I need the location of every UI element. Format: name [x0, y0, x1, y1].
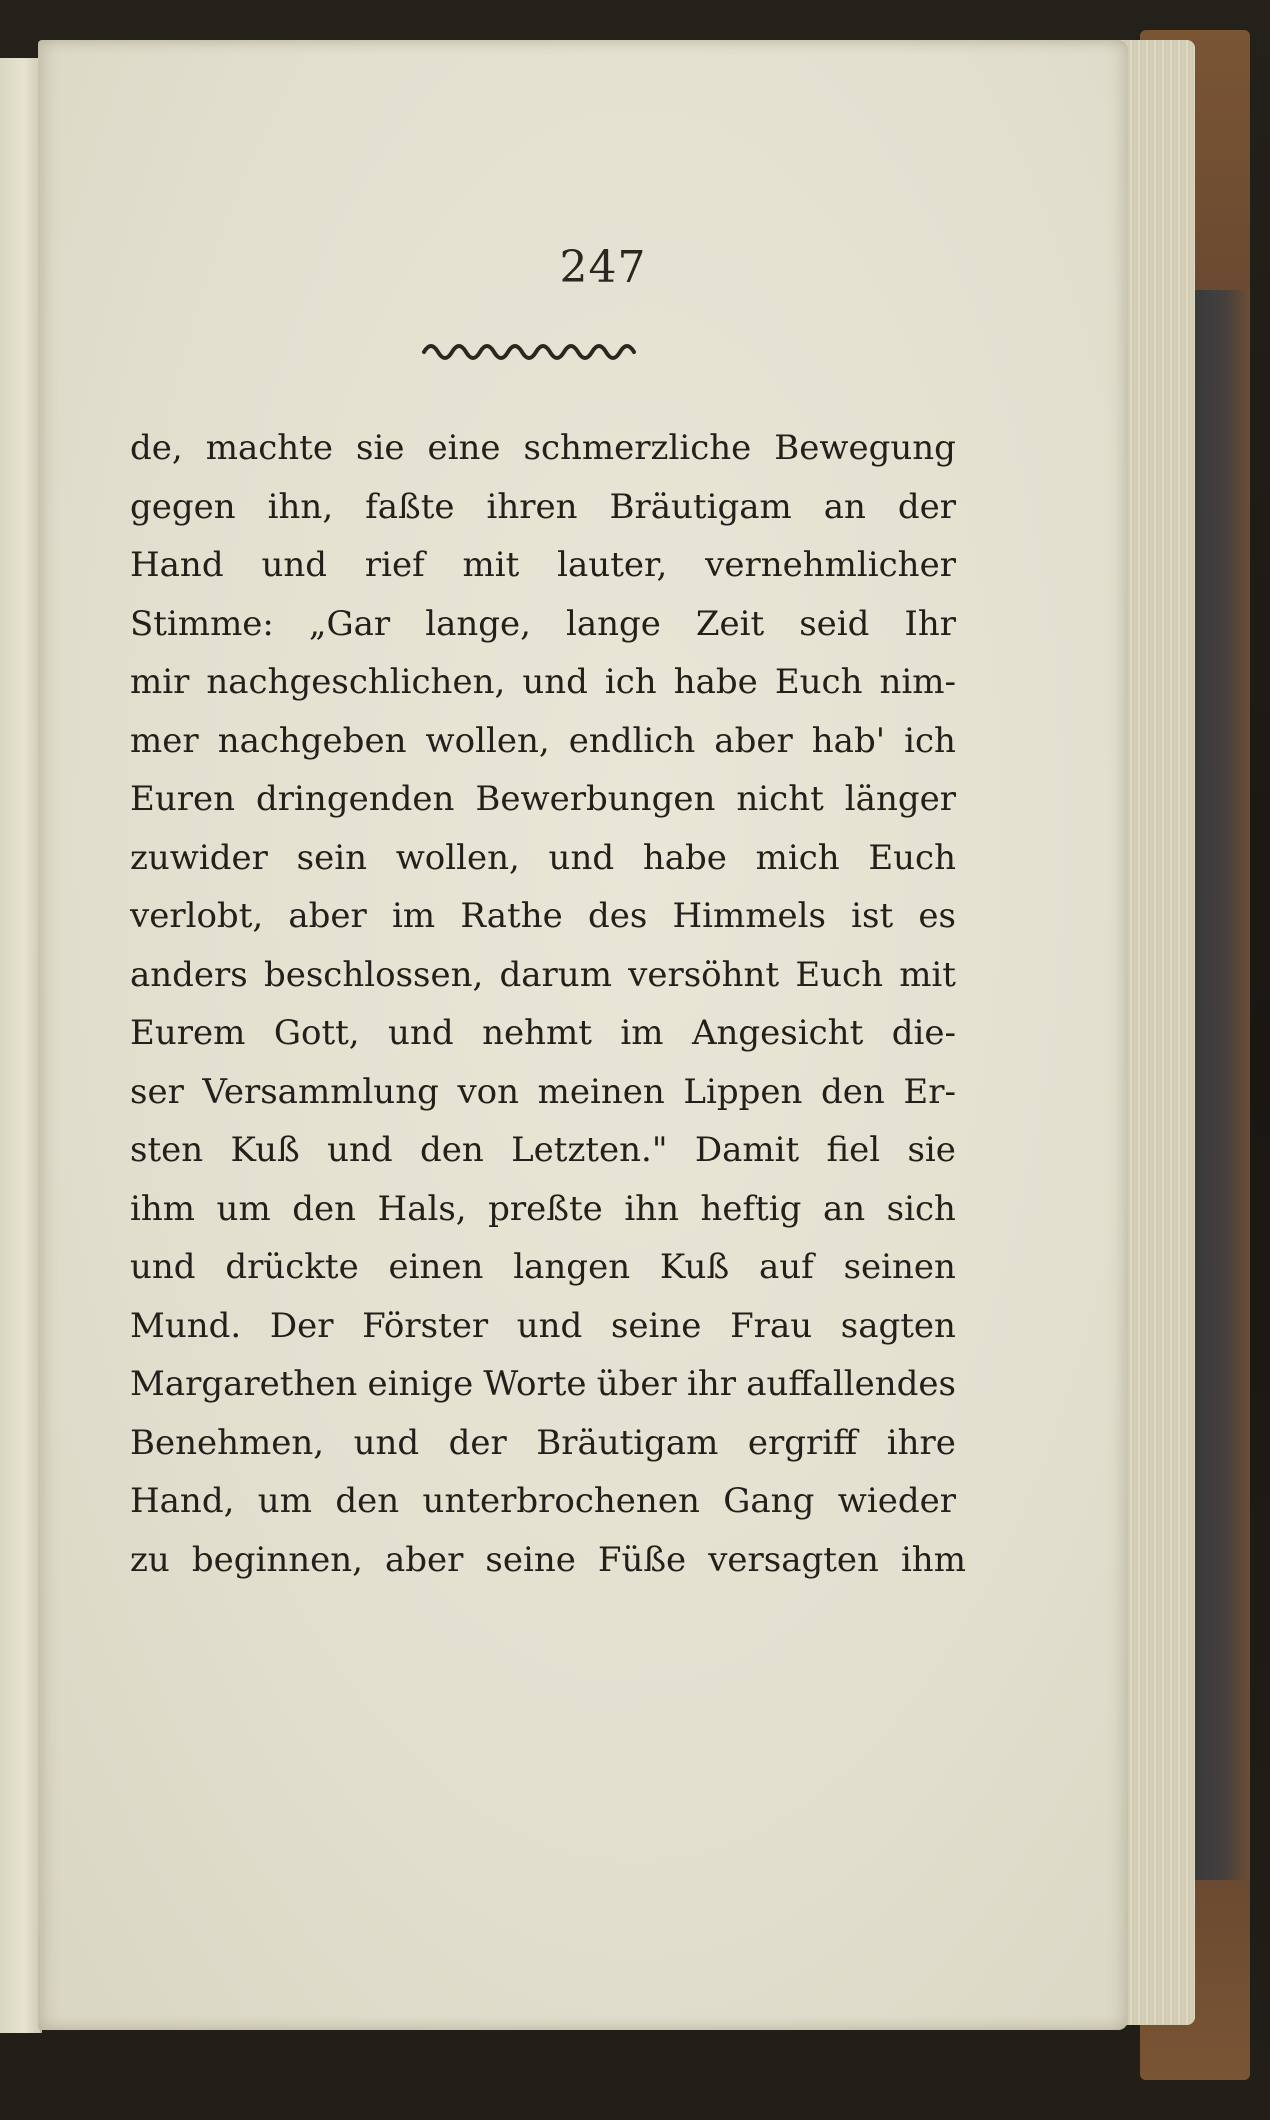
word: mir — [130, 662, 190, 702]
word: lange — [565, 603, 661, 644]
word: drückte — [225, 1247, 359, 1287]
word: Euch — [868, 837, 956, 878]
word: Euch — [774, 662, 863, 702]
word: habe — [673, 662, 758, 702]
word: Gott, — [273, 1013, 360, 1053]
word: Kuß — [659, 1247, 730, 1287]
word: und — [516, 1305, 583, 1346]
word: de, — [130, 428, 183, 468]
word: habe — [642, 837, 727, 878]
word: Benehmen, — [130, 1422, 325, 1463]
word: Bräutigam — [609, 486, 792, 527]
word: Eurem — [130, 1013, 246, 1053]
word: ihm — [130, 1188, 196, 1229]
text-line — [130, 1130, 956, 1189]
word: einen — [388, 1247, 484, 1287]
word: im — [620, 1013, 664, 1053]
word: Damit — [694, 1130, 800, 1170]
text-line — [130, 487, 956, 546]
word: auffallendes — [746, 1364, 956, 1404]
word: Kuß — [230, 1130, 300, 1170]
word: langen — [513, 1247, 631, 1287]
text-line — [130, 545, 956, 604]
word: einige — [367, 1364, 474, 1404]
text-line — [130, 604, 956, 663]
text-line — [130, 779, 956, 838]
word: Worte — [483, 1364, 587, 1404]
word: sagten — [840, 1305, 956, 1346]
word: um — [257, 1481, 312, 1521]
word: und — [261, 545, 327, 585]
word: unterbrochenen — [422, 1481, 700, 1521]
word: Lippen — [683, 1071, 803, 1112]
word: den — [335, 1481, 400, 1521]
text-line — [130, 1013, 956, 1072]
word: schmerzliche — [523, 428, 752, 468]
word: Margarethen — [130, 1364, 358, 1404]
word: Hals, — [377, 1188, 467, 1229]
text-line — [130, 428, 956, 487]
word: Zeit — [695, 603, 765, 644]
word: wollen, — [395, 837, 520, 878]
word: Füße — [597, 1539, 687, 1580]
word: den — [292, 1188, 357, 1229]
word: anders — [130, 954, 248, 995]
word: beschlossen, — [263, 954, 484, 995]
word: seine — [610, 1305, 702, 1346]
word: an — [822, 1188, 866, 1229]
word: sein — [296, 837, 367, 878]
word: und — [548, 837, 615, 878]
word: Euch — [795, 954, 883, 995]
word: den — [419, 1130, 484, 1170]
word: vernehmlicher — [705, 545, 956, 585]
word: seine — [485, 1539, 576, 1580]
word: ergriff — [747, 1422, 858, 1463]
text-line — [130, 1481, 956, 1540]
text-line — [130, 838, 956, 897]
word: auf — [758, 1247, 814, 1287]
word: Ihr — [904, 603, 956, 644]
text-line — [130, 955, 956, 1014]
word: versöhnt — [628, 954, 780, 995]
word: Hand, — [130, 1481, 235, 1521]
word: lauter, — [557, 545, 668, 585]
word: ist — [851, 896, 894, 936]
word: Der — [269, 1305, 334, 1346]
word: aber — [384, 1539, 464, 1580]
word: zu — [130, 1539, 170, 1580]
word: von — [457, 1071, 520, 1112]
word: mit — [899, 954, 956, 995]
text-line — [130, 1423, 956, 1482]
word: den — [820, 1071, 885, 1112]
word: Gang — [723, 1481, 815, 1521]
word: Mund. — [130, 1305, 242, 1346]
word: Rathe — [460, 896, 563, 936]
word: preßte — [488, 1188, 603, 1229]
word: nachgeben — [217, 720, 407, 761]
word: Himmels — [672, 896, 826, 936]
word: ser — [130, 1071, 184, 1112]
word: endlich — [568, 720, 696, 761]
word: und — [353, 1422, 420, 1463]
word: verlobt, — [130, 896, 264, 936]
word: ihr — [687, 1364, 737, 1404]
word: ihren — [486, 486, 578, 527]
word: mit — [462, 545, 520, 585]
word: gegen — [130, 486, 236, 527]
word: nachgeschlichen, — [206, 662, 506, 702]
word: Förster — [362, 1305, 489, 1346]
word: ich — [604, 662, 657, 702]
word: und — [130, 1247, 196, 1287]
word: ihn — [624, 1188, 679, 1229]
word: seid — [799, 603, 870, 644]
word: der — [897, 486, 956, 527]
wavy-rule-icon — [418, 336, 638, 364]
word: Euren — [130, 779, 235, 819]
text-line — [130, 1306, 956, 1365]
text-line — [130, 896, 956, 955]
word: die- — [891, 1013, 956, 1053]
word: wieder — [837, 1481, 956, 1521]
word: faßte — [365, 486, 455, 527]
word: dringenden — [256, 779, 455, 819]
text-line — [130, 1247, 956, 1306]
word: sie — [907, 1130, 956, 1170]
word: um — [216, 1188, 271, 1229]
word: versagten — [708, 1539, 879, 1580]
page-number: 247 — [559, 242, 647, 293]
word: mer — [130, 720, 199, 761]
word: „Gar — [308, 603, 391, 644]
word: rief — [364, 545, 425, 585]
word: ihre — [886, 1422, 956, 1463]
text-line — [130, 1072, 956, 1131]
left-page-edge — [0, 58, 42, 2033]
word: fiel — [826, 1130, 881, 1170]
text-line — [130, 1539, 966, 1599]
word: ihn, — [267, 486, 334, 527]
text-line — [130, 721, 956, 780]
word: ihm — [900, 1539, 966, 1580]
book-page — [38, 40, 1128, 2030]
word: an — [823, 486, 866, 527]
word: der — [448, 1422, 507, 1463]
word: heftig — [700, 1188, 802, 1229]
word: über — [596, 1364, 677, 1404]
word: darum — [499, 954, 612, 995]
word: zuwider — [130, 837, 268, 878]
word: machte — [205, 428, 333, 468]
word: beginnen, — [191, 1539, 363, 1580]
word: Er- — [903, 1071, 956, 1112]
word: ich — [904, 720, 956, 761]
word: Hand — [130, 545, 224, 585]
word: Frau — [730, 1305, 813, 1346]
word: Angesicht — [691, 1013, 864, 1053]
word: und — [522, 662, 588, 702]
word: Bewegung — [774, 428, 956, 468]
text-line — [130, 662, 956, 721]
word: lange, — [425, 603, 531, 644]
word: Letzten." — [511, 1130, 668, 1170]
word: aber — [288, 896, 367, 936]
word: mich — [755, 837, 840, 878]
word: und — [327, 1130, 393, 1170]
word: Stimme: — [130, 603, 274, 644]
word: hab' — [811, 720, 886, 761]
word: länger — [844, 779, 956, 819]
word: meinen — [537, 1071, 665, 1112]
word: Bräutigam — [536, 1422, 719, 1463]
word: sich — [886, 1188, 956, 1229]
body-text — [130, 428, 966, 1598]
word: nicht — [736, 779, 824, 819]
word: und — [388, 1013, 454, 1053]
word: wollen, — [425, 720, 550, 761]
word: aber — [714, 720, 793, 761]
word: Bewerbungen — [475, 779, 716, 819]
text-line — [130, 1364, 956, 1423]
word: nim- — [879, 662, 956, 702]
word: des — [587, 896, 648, 936]
word: seinen — [843, 1247, 956, 1287]
word: eine — [427, 428, 501, 468]
word: sten — [130, 1130, 204, 1170]
word: sie — [356, 428, 405, 468]
word: im — [392, 896, 436, 936]
word: nehmt — [482, 1013, 592, 1053]
word: Versammlung — [202, 1071, 439, 1112]
word: es — [918, 896, 956, 936]
text-line — [130, 1189, 956, 1248]
